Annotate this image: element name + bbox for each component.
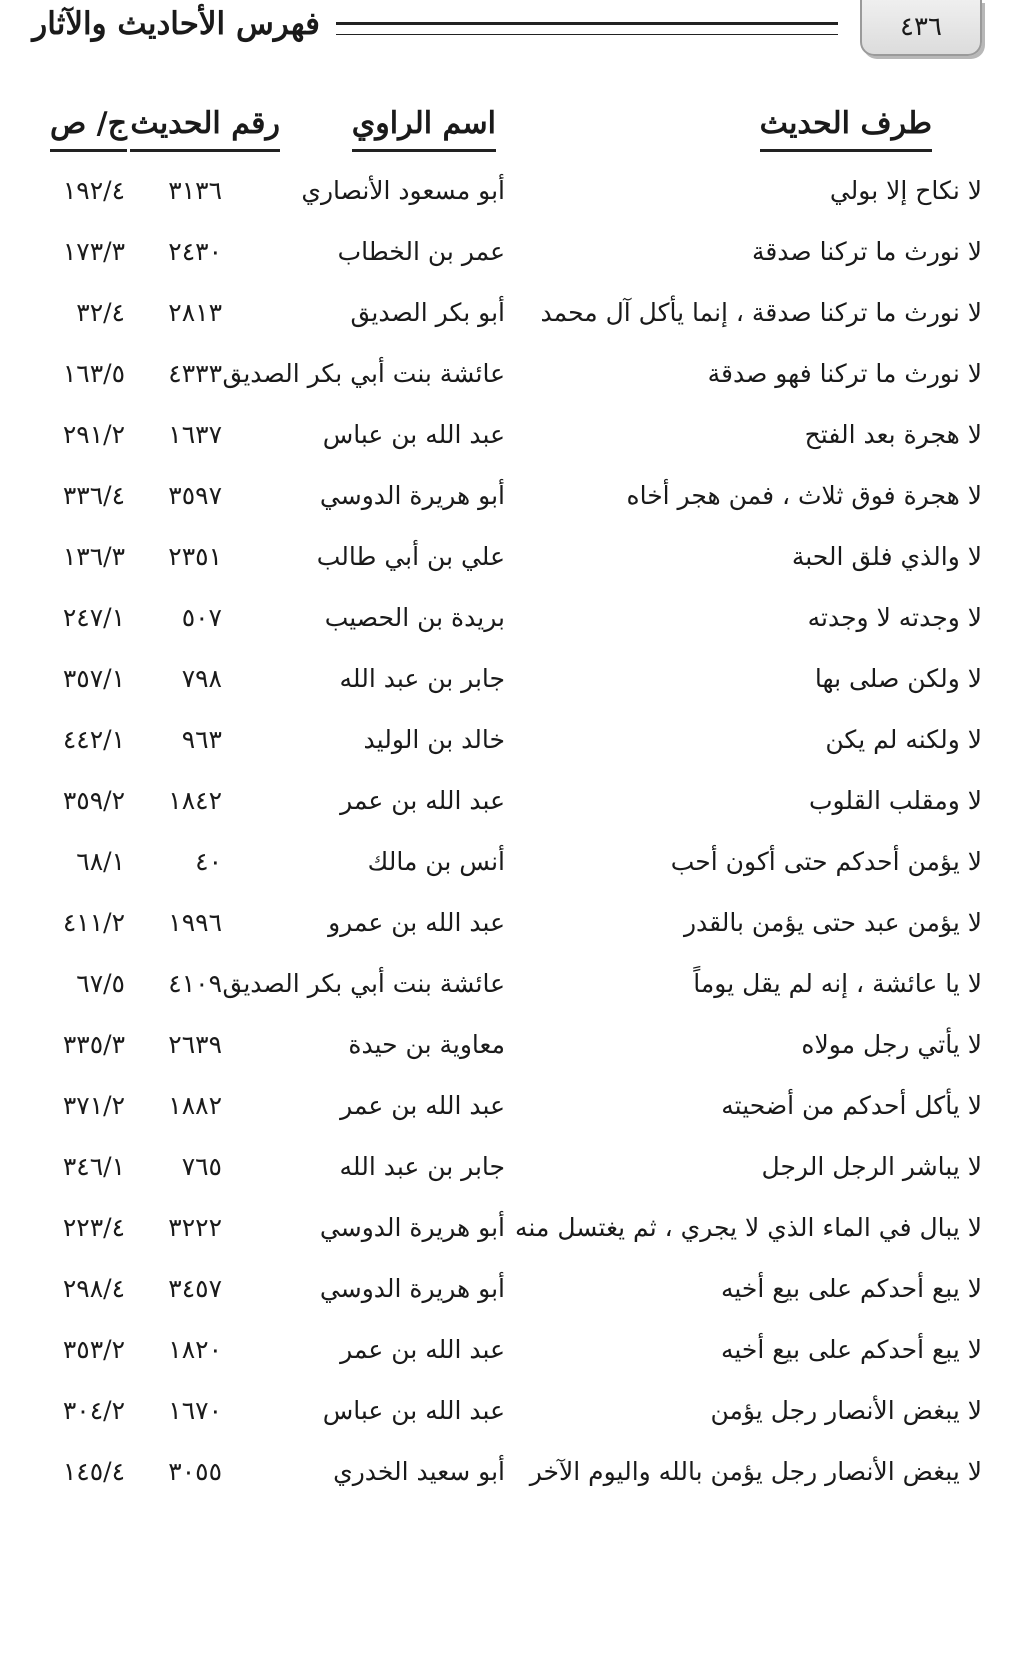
hadith-number-cell: ١٨٨٢ bbox=[168, 1091, 222, 1120]
hadith-cell: لا يبع أحدكم على بيع أخيه bbox=[720, 1335, 982, 1364]
volume-page-cell: ١٧٣/٣ bbox=[62, 237, 125, 266]
column-header-hadith: طرف الحديث bbox=[760, 102, 932, 152]
hadith-number-cell: ٣٤٥٧ bbox=[168, 1274, 222, 1303]
hadith-number-cell: ٤٠ bbox=[195, 847, 222, 876]
table-row bbox=[0, 343, 1010, 405]
table-row bbox=[0, 526, 1010, 588]
narrator-cell: عبد الله بن عمر bbox=[340, 786, 505, 815]
table-row bbox=[0, 1197, 1010, 1259]
hadith-number-cell: ٧٩٨ bbox=[181, 664, 222, 693]
hadith-cell: لا يا عائشة ، إنه لم يقل يوماً bbox=[693, 969, 982, 998]
volume-page-cell: ٣٣٦/٤ bbox=[62, 481, 125, 510]
table-row bbox=[0, 1014, 1010, 1076]
narrator-cell: عبد الله بن عباس bbox=[322, 1396, 505, 1425]
table-row bbox=[0, 1380, 1010, 1442]
volume-page-cell: ١٤٥/٤ bbox=[62, 1457, 125, 1486]
narrator-cell: خالد بن الوليد bbox=[363, 725, 505, 754]
hadith-number-cell: ١٨٤٢ bbox=[168, 786, 222, 815]
volume-page-cell: ٣٥٧/١ bbox=[62, 664, 125, 693]
narrator-cell: عائشة بنت أبي بكر الصديق bbox=[222, 359, 505, 388]
table-row bbox=[0, 465, 1010, 527]
narrator-cell: أبو هريرة الدوسي bbox=[319, 1274, 505, 1303]
hadith-number-cell: ٢٦٣٩ bbox=[168, 1030, 222, 1059]
table-row bbox=[0, 282, 1010, 344]
table-row bbox=[0, 1136, 1010, 1198]
hadith-cell: لا وجدته لا وجدته bbox=[807, 603, 982, 632]
narrator-cell: معاوية بن حيدة bbox=[348, 1030, 505, 1059]
volume-page-cell: ٣٠٤/٢ bbox=[62, 1396, 125, 1425]
page-number bbox=[860, 0, 982, 56]
hadith-number-cell: ٤١٠٩ bbox=[168, 969, 222, 998]
hadith-number-cell: ٧٦٥ bbox=[181, 1152, 222, 1181]
table-row bbox=[0, 1075, 1010, 1137]
table-row bbox=[0, 953, 1010, 1015]
table-row bbox=[0, 221, 1010, 283]
column-header-ref: ج/ ص bbox=[50, 102, 127, 152]
narrator-cell: أنس بن مالك bbox=[367, 847, 505, 876]
volume-page-cell: ٣٥٣/٢ bbox=[62, 1335, 125, 1364]
table-row bbox=[0, 1258, 1010, 1320]
table-row bbox=[0, 1319, 1010, 1381]
narrator-cell: عبد الله بن عمر bbox=[340, 1335, 505, 1364]
hadith-number-cell: ١٦٣٧ bbox=[168, 420, 222, 449]
table-row bbox=[0, 770, 1010, 832]
table-row bbox=[0, 160, 1010, 222]
hadith-cell: لا يبغض الأنصار رجل يؤمن بالله واليوم الآخر bbox=[529, 1457, 982, 1486]
hadith-number-cell: ٢٨١٣ bbox=[168, 298, 222, 327]
hadith-number-cell: ٣٠٥٥ bbox=[168, 1457, 222, 1486]
hadith-cell: لا نكاح إلا بولي bbox=[829, 176, 982, 205]
hadith-cell: لا يباشر الرجل الرجل bbox=[761, 1152, 982, 1181]
table-row bbox=[0, 587, 1010, 649]
volume-page-cell: ٣٤٦/١ bbox=[62, 1152, 125, 1181]
hadith-cell: لا ولكن صلى بها bbox=[814, 664, 982, 693]
hadith-cell: لا نورث ما تركنا صدقة ، إنما يأكل آل محمد bbox=[540, 298, 982, 327]
volume-page-cell: ٦٨/١ bbox=[76, 847, 125, 876]
volume-page-cell: ٣٣٥/٣ bbox=[62, 1030, 125, 1059]
narrator-cell: بريدة بن الحصيب bbox=[324, 603, 505, 632]
narrator-cell: جابر بن عبد الله bbox=[339, 664, 505, 693]
narrator-cell: عبد الله بن عمر bbox=[340, 1091, 505, 1120]
volume-page-cell: ١٩٢/٤ bbox=[62, 176, 125, 205]
volume-page-cell: ٢٩٨/٤ bbox=[62, 1274, 125, 1303]
narrator-cell: جابر بن عبد الله bbox=[339, 1152, 505, 1181]
hadith-cell: لا هجرة فوق ثلاث ، فمن هجر أخاه bbox=[626, 481, 982, 510]
hadith-number-cell: ١٨٢٠ bbox=[168, 1335, 222, 1364]
hadith-number-cell: ٢٤٣٠ bbox=[168, 237, 222, 266]
header-double-rule bbox=[336, 22, 838, 35]
column-header-number: رقم الحديث bbox=[130, 102, 280, 152]
narrator-cell: أبو بكر الصديق bbox=[350, 298, 505, 327]
narrator-cell: عائشة بنت أبي بكر الصديق bbox=[222, 969, 505, 998]
narrator-cell: أبو هريرة الدوسي bbox=[319, 481, 505, 510]
hadith-number-cell: ٣٥٩٧ bbox=[168, 481, 222, 510]
hadith-number-cell: ٣٢٢٢ bbox=[168, 1213, 222, 1242]
table-row bbox=[0, 404, 1010, 466]
narrator-cell: أبو هريرة الدوسي bbox=[319, 1213, 505, 1242]
hadith-cell: لا يأتي رجل مولاه bbox=[801, 1030, 982, 1059]
hadith-number-cell: ٩٦٣ bbox=[181, 725, 222, 754]
volume-page-cell: ٤١١/٢ bbox=[62, 908, 125, 937]
table-row bbox=[0, 892, 1010, 954]
hadith-cell: لا ولكنه لم يكن bbox=[825, 725, 982, 754]
hadith-number-cell: ٤٣٣٣ bbox=[168, 359, 222, 388]
hadith-number-cell: ١٦٧٠ bbox=[168, 1396, 222, 1425]
running-title: فهرس الأحاديث والآثار bbox=[32, 6, 320, 42]
volume-page-cell: ٤٤٢/١ bbox=[62, 725, 125, 754]
volume-page-cell: ١٦٣/٥ bbox=[62, 359, 125, 388]
table-row bbox=[0, 1441, 1010, 1503]
narrator-cell: أبو مسعود الأنصاري bbox=[301, 176, 505, 205]
narrator-cell: عبد الله بن عمرو bbox=[328, 908, 505, 937]
column-header-narrator: اسم الراوي bbox=[352, 102, 496, 152]
hadith-cell: لا نورث ما تركنا صدقة bbox=[751, 237, 982, 266]
hadith-cell: لا ومقلب القلوب bbox=[808, 786, 982, 815]
volume-page-cell: ٢٤٧/١ bbox=[62, 603, 125, 632]
volume-page-cell: ٣٥٩/٢ bbox=[62, 786, 125, 815]
hadith-cell: لا يأكل أحدكم من أضحيته bbox=[721, 1091, 982, 1120]
hadith-cell: لا يؤمن عبد حتى يؤمن بالقدر bbox=[683, 908, 982, 937]
narrator-cell: عبد الله بن عباس bbox=[322, 420, 505, 449]
volume-page-cell: ١٣٦/٣ bbox=[62, 542, 125, 571]
volume-page-cell: ٦٧/٥ bbox=[76, 969, 125, 998]
table-row bbox=[0, 709, 1010, 771]
hadith-cell: لا والذي فلق الحبة bbox=[791, 542, 982, 571]
hadith-cell: لا يبع أحدكم على بيع أخيه bbox=[720, 1274, 982, 1303]
narrator-cell: عمر بن الخطاب bbox=[337, 237, 505, 266]
hadith-cell: لا هجرة بعد الفتح bbox=[804, 420, 982, 449]
volume-page-cell: ٢٩١/٢ bbox=[62, 420, 125, 449]
hadith-number-cell: ٥٠٧ bbox=[181, 603, 222, 632]
hadith-cell: لا نورث ما تركنا فهو صدقة bbox=[707, 359, 982, 388]
hadith-number-cell: ٢٣٥١ bbox=[168, 542, 222, 571]
page-number-text: ٤٣٦ bbox=[900, 12, 942, 42]
narrator-cell: أبو سعيد الخدري bbox=[333, 1457, 505, 1486]
hadith-cell: لا يبغض الأنصار رجل يؤمن bbox=[710, 1396, 982, 1425]
hadith-cell: لا يؤمن أحدكم حتى أكون أحب bbox=[670, 847, 982, 876]
table-row bbox=[0, 648, 1010, 710]
volume-page-cell: ٣٢/٤ bbox=[76, 298, 125, 327]
volume-page-cell: ٢٢٣/٤ bbox=[62, 1213, 125, 1242]
hadith-number-cell: ٣١٣٦ bbox=[168, 176, 222, 205]
volume-page-cell: ٣٧١/٢ bbox=[62, 1091, 125, 1120]
hadith-cell: لا يبال في الماء الذي لا يجري ، ثم يغتسل منه bbox=[515, 1213, 982, 1242]
table-row bbox=[0, 831, 1010, 893]
hadith-number-cell: ١٩٩٦ bbox=[168, 908, 222, 937]
narrator-cell: علي بن أبي طالب bbox=[316, 542, 505, 571]
